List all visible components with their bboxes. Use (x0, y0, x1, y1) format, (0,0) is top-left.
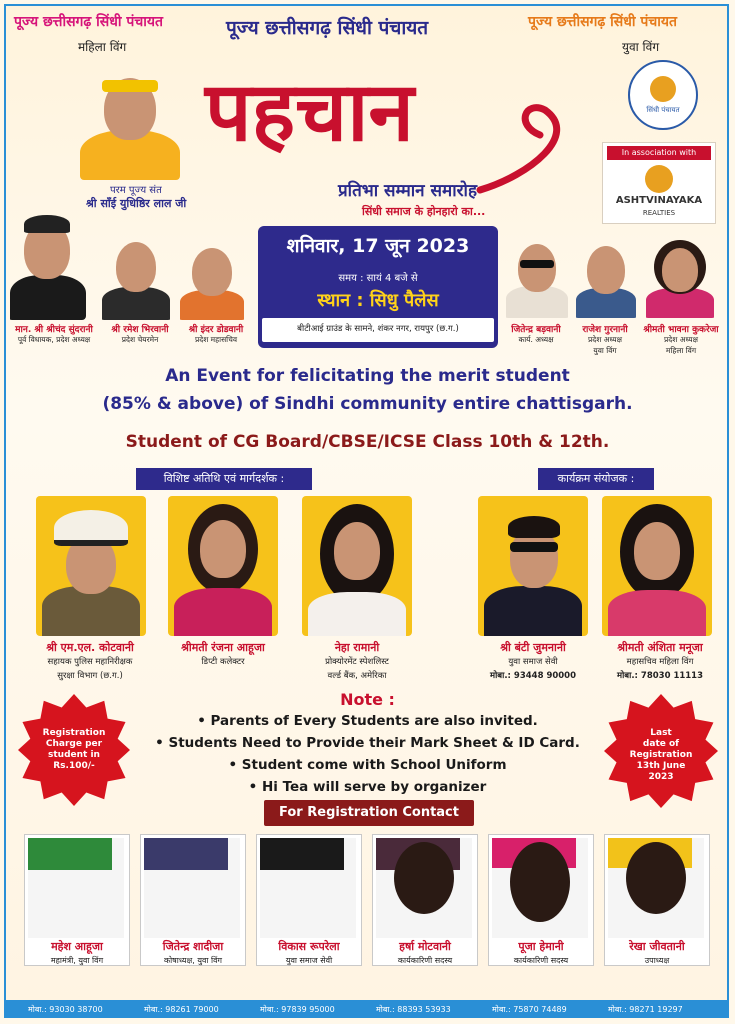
last-date-line1: Last (650, 728, 672, 738)
leader-left-role-2: प्रदेश चेयरमेन (121, 335, 159, 344)
guest-photo-1 (36, 496, 146, 636)
saint-photo (80, 60, 180, 180)
contact-phone-5: मोबा.: 75870 74489 (492, 1005, 567, 1014)
leader-left-name-1: मान. श्री श्रीचंद सुंदरानी (15, 325, 93, 335)
contact-photo-6 (608, 838, 704, 938)
guest-role2-1: सुरक्षा विभाग (छ.ग.) (57, 671, 123, 681)
contact-role-6: उपाध्यक्ष (644, 956, 670, 965)
leader-right-role2-2: युवा विंग (593, 346, 617, 355)
reg-badge-line1: Registration (42, 728, 106, 738)
guest-role-1: सहायक पुलिस महानिरीक्षक (47, 657, 133, 667)
guest-name-1: श्री एम.एल. कोटवानी (46, 641, 134, 654)
panchayat-logo (628, 60, 698, 130)
contact-role-1: महामंत्री, युवा विंग (50, 956, 104, 965)
organizer-phone-1: मोबा.: 93448 90000 (489, 671, 577, 681)
saint-line2: श्री साँई युधिष्ठिर लाल जी (86, 197, 187, 210)
contact-name-5: पूजा हेमानी (518, 940, 564, 953)
sponsor-logo-icon (645, 165, 673, 193)
leader-right-role-3: प्रदेश अध्यक्ष (663, 335, 698, 344)
saint-line1: परम पूज्य संत (110, 185, 162, 196)
contact-phone-1: मोबा.: 93030 38700 (28, 1005, 103, 1014)
last-date-line3: Registration (629, 750, 693, 760)
note-item-4: • Hi Tea will serve by organizer (248, 779, 487, 795)
organizers-label: कार्यक्रम संयोजक : (538, 468, 654, 490)
guest-photo-3 (302, 496, 412, 636)
leader-photo-6 (644, 236, 716, 318)
right-org-name: पूज्य छत्तीसगढ़ सिंधी पंचायत (528, 14, 677, 30)
note-item-3: • Student come with School Uniform (228, 757, 507, 773)
organizer-role-2: महासचिव महिला विंग (626, 657, 694, 667)
sponsor-box (602, 142, 716, 224)
leader-left-name-3: श्री इंदर डोडवानी (188, 325, 244, 335)
leader-left-role-1: पूर्व विधायक, प्रदेश अध्यक्ष (17, 335, 91, 344)
event-venue: स्थान : सिधु पैलेस (317, 290, 439, 311)
logo-label: सिंधी पंचायत (646, 106, 680, 114)
contact-phone-3: मोबा.: 97839 95000 (260, 1005, 335, 1014)
left-org-name: पूज्य छत्तीसगढ़ सिंधी पंचायत (14, 14, 163, 30)
leader-photo-5 (574, 238, 638, 318)
contact-photo-3 (260, 838, 356, 938)
contact-card-6 (604, 834, 710, 966)
sponsor-name: ASHTVINAYAKA (615, 195, 703, 206)
headline-line1: An Event for felicitating the merit student (165, 366, 570, 386)
contact-role-2: कोषाध्यक्ष, युवा विंग (163, 956, 223, 965)
organizer-phone-2: मोबा.: 78030 11113 (616, 671, 704, 681)
reg-badge-line2: Charge per (45, 739, 103, 749)
contact-phone-6: मोबा.: 98271 19297 (608, 1005, 683, 1014)
contact-card-4 (372, 834, 478, 966)
guest-role2-3: वर्ल्ड बैंक, अमेरिका (327, 671, 387, 681)
contact-phone-4: मोबा.: 88393 53933 (376, 1005, 451, 1014)
leader-photo-3 (178, 240, 246, 320)
last-date-line2: date of (642, 739, 680, 749)
leader-left-role-3: प्रदेश महासचिव (194, 335, 238, 344)
guests-label: विशिष्ट अतिथि एवं मार्गदर्शक : (136, 468, 312, 490)
contact-name-6: रेखा जीवतानी (629, 940, 685, 953)
guest-photo-2 (168, 496, 278, 636)
contact-phone-2: मोबा.: 98261 79000 (144, 1005, 219, 1014)
left-wing-label: महिला विंग (78, 40, 127, 54)
event-address-text: बीटीआई ग्राउंड के सामने, शंकर नगर, रायपुर (छ.ग.) (297, 324, 459, 334)
contact-photo-4 (376, 838, 472, 938)
guest-role-2: डिप्टी कलेक्टर (201, 657, 245, 667)
main-title: पहचान (205, 64, 414, 160)
last-date-line5: 2023 (648, 772, 674, 782)
contact-name-1: महेश आहूजा (51, 940, 103, 953)
organizer-role-1: युवा समाज सेवी (508, 657, 558, 667)
last-date-line4: 13th June (636, 761, 686, 771)
leader-right-name-2: राजेश गुरनानी (582, 325, 628, 335)
leader-left-name-2: श्री रमेश भिरवानी (111, 325, 169, 335)
reg-badge-line4: Rs.100/- (53, 761, 95, 771)
organizer-photo-1 (478, 496, 588, 636)
headline-line3: Student of CG Board/CBSE/ICSE Class 10th & 12th. (125, 432, 610, 452)
note-item-1: • Parents of Every Students are also invited. (197, 713, 538, 729)
sponsor-sub: REALTIES (642, 209, 676, 217)
contact-card-1 (24, 834, 130, 966)
leader-right-role-1: कार्य. अध्यक्ष (518, 335, 554, 344)
title-subtitle: प्रतिभा सम्मान समारोह (338, 181, 477, 201)
contact-role-3: युवा समाज सेवी (285, 956, 333, 965)
note-title: Note : (340, 690, 395, 709)
center-org-name: पूज्य छत्तीसगढ़ सिंधी पंचायत (226, 17, 429, 39)
leader-right-role2-3: महिला विंग (665, 346, 697, 355)
title-swash-icon (470, 95, 590, 205)
reg-badge-line3: student in (48, 750, 100, 760)
leader-right-name-3: श्रीमती भावना कुकरेजा (643, 325, 719, 335)
right-wing-label: युवा विंग (622, 40, 660, 54)
sponsor-label: In association with (607, 146, 711, 160)
contact-photo-1 (28, 838, 124, 938)
organizer-name-1: श्री बंटी जुमनानी (500, 641, 566, 654)
contact-name-4: हर्षा मोटवानी (399, 940, 451, 953)
guest-name-3: नेहा रामानी (334, 641, 380, 654)
contact-name-3: विकास रूपरेला (278, 940, 340, 953)
contact-role-4: कार्यकारिणी सदस्य (397, 956, 453, 965)
guest-name-2: श्रीमती रंजना आहूजा (181, 641, 265, 654)
leader-right-role-2: प्रदेश अध्यक्ष (587, 335, 622, 344)
guest-role-3: प्रोक्योरमेंट स्पेशलिस्ट (325, 657, 389, 667)
leader-photo-4 (504, 234, 570, 318)
registration-contact-label: For Registration Contact (264, 800, 474, 826)
contact-name-2: जितेन्द्र शादीजा (162, 940, 224, 953)
contact-photo-5 (492, 838, 588, 938)
title-tagline: सिंधी समाज के होनहारो का... (362, 205, 486, 218)
note-item-2: • Students Need to Provide their Mark Sheet & ID Card. (155, 735, 580, 751)
contact-card-5 (488, 834, 594, 966)
event-time: समय : सायं 4 बजे से (338, 273, 418, 284)
organizer-name-2: श्रीमती अंशिता मनूजा (617, 641, 703, 654)
contact-role-5: कार्यकारिणी सदस्य (513, 956, 569, 965)
contact-photo-2 (144, 838, 240, 938)
contact-card-2 (140, 834, 246, 966)
leader-photo-2 (100, 232, 172, 320)
event-date: शनिवार, 17 जून 2023 (286, 235, 470, 257)
headline-line2: (85% & above) of Sindhi community entire chattisgarh. (102, 394, 633, 414)
contact-card-3 (256, 834, 362, 966)
leader-right-name-1: जितेन्द्र बड़वानी (511, 325, 561, 335)
organizer-photo-2 (602, 496, 712, 636)
leader-photo-1 (8, 205, 86, 320)
